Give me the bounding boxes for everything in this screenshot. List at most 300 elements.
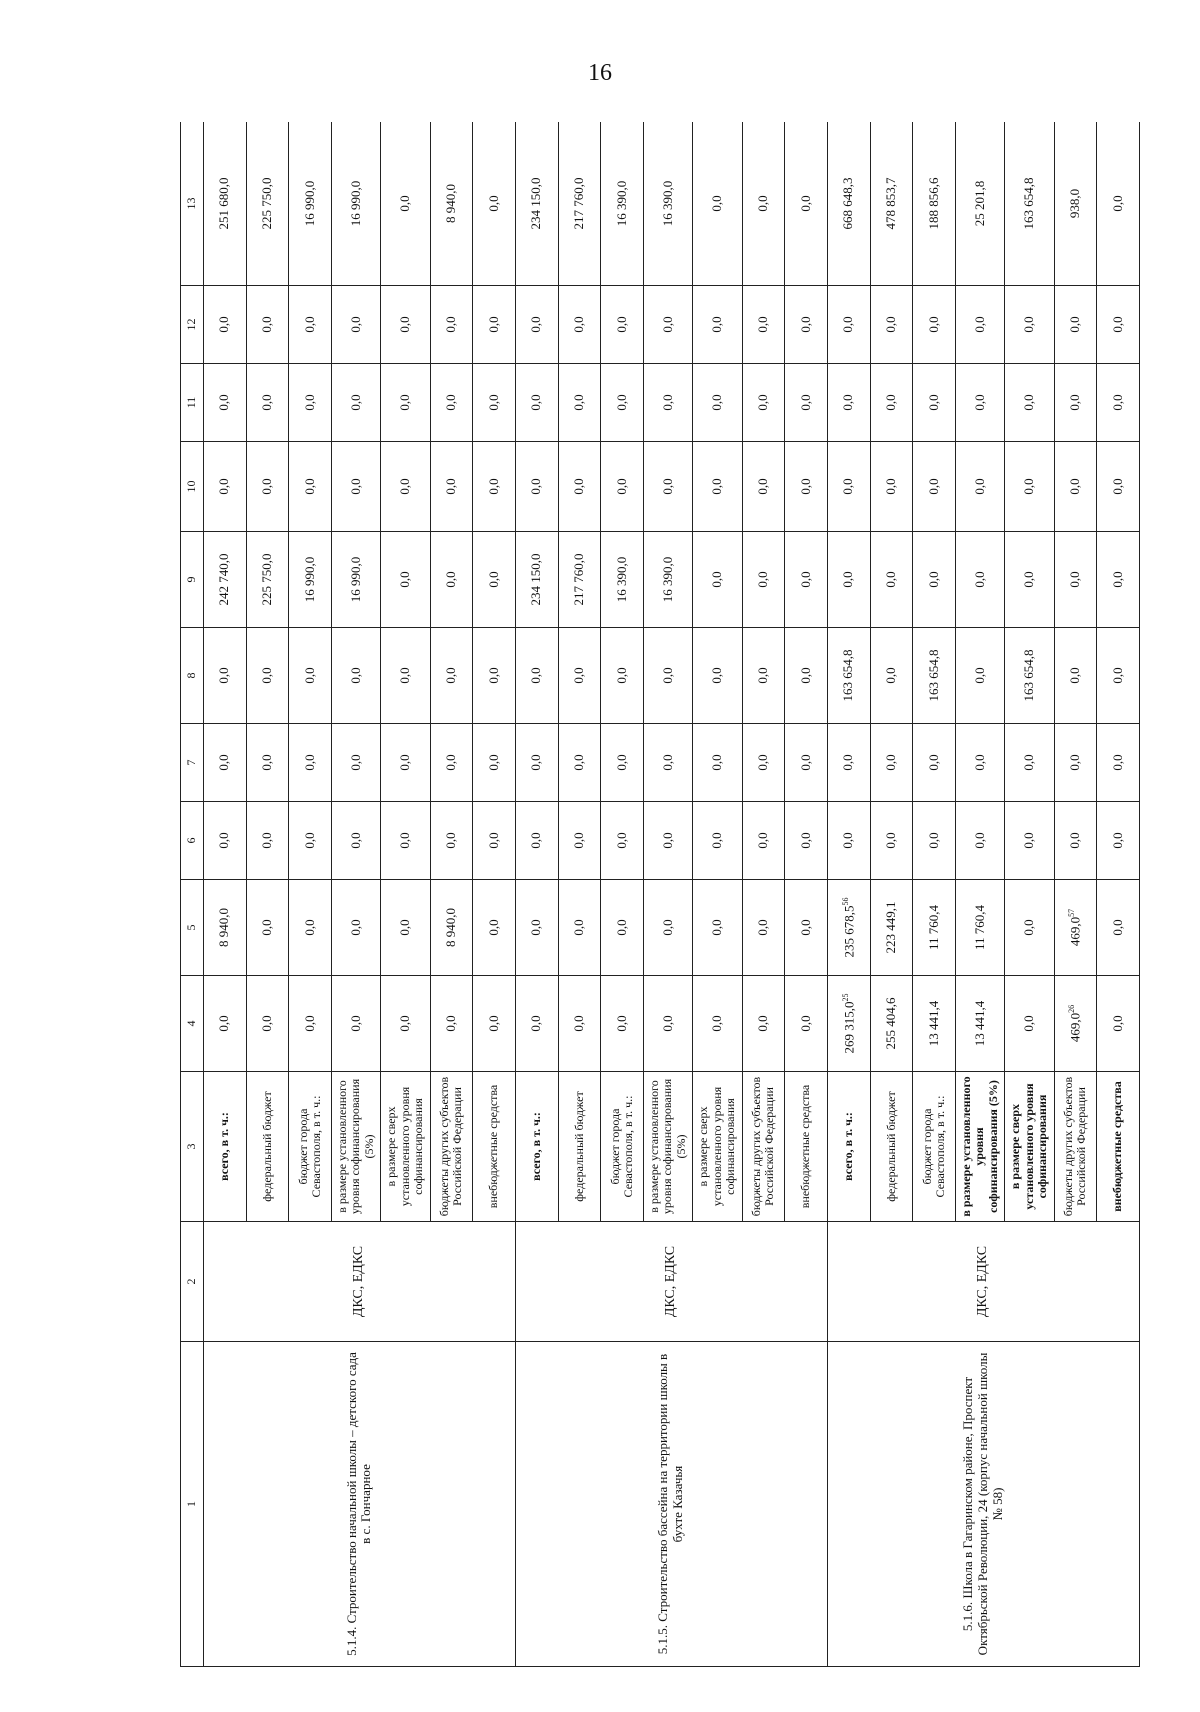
value-text: 0,0 [659,832,675,849]
value-text: 0,0 [1020,919,1036,936]
value-cell-col-7 [331,724,380,802]
value-text: 0,0 [347,316,363,333]
value-text: 0,0 [347,832,363,849]
value-cell-col-9 [870,532,913,628]
value-cell-col-9 [601,532,644,628]
column-header-2: 2 [181,1222,204,1342]
value-cell-col-7 [693,724,742,802]
value-cell-col-11 [1005,364,1054,442]
value-cell-col-10 [870,442,913,532]
value-text: 0,0 [797,316,813,333]
value-cell-col-9 [913,532,956,628]
value-text: 0,0 [570,1015,586,1032]
value-text: 0,0 [882,571,898,588]
funding-source-cell: внебюджетные средства [1097,1072,1140,1222]
value-cell-col-6 [515,802,558,880]
value-cell-col-7 [870,724,913,802]
value-text: 0,0 [485,1015,501,1032]
value-text: 0,0 [971,394,987,411]
value-text: 668 648,3 [840,177,856,230]
value-cell-col-7 [1097,724,1140,802]
value-cell-col-5 [643,880,692,976]
value-text: 0,0 [797,1015,813,1032]
value-cell-col-8 [473,628,516,724]
value-text: 0,0 [216,1015,232,1032]
value-cell-col-11 [742,364,785,442]
value-cell-col-8 [515,628,558,724]
value-cell-col-6 [1005,802,1054,880]
value-cell-col-11 [827,364,870,442]
value-cell-col-4 [558,976,601,1072]
value-cell-col-8 [289,628,332,724]
funding-source-cell: в размере установленного уровня софинансирования (5%) [331,1072,380,1222]
table-row [204,122,247,1667]
executor-cell: ДКС, ЕДКС [827,1222,1139,1342]
value-cell-col-13 [601,122,644,286]
value-cell-col-4 [1054,976,1097,1072]
value-text: 0,0 [708,571,724,588]
table-body [204,122,1140,1667]
value-cell-col-12 [1005,286,1054,364]
value-text: 163 654,8 [840,649,856,702]
value-cell-col-7 [1054,724,1097,802]
value-cell-col-9 [1054,532,1097,628]
value-text: 0,0 [528,754,544,771]
value-cell-col-11 [785,364,828,442]
value-cell-col-5 [246,880,289,976]
value-cell-col-9 [827,532,870,628]
value-cell-col-8 [827,628,870,724]
value-text: 0,0 [528,919,544,936]
value-cell-col-4 [331,976,380,1072]
value-cell-col-5 [558,880,601,976]
value-cell-col-5 [785,880,828,976]
value-cell-col-10 [1054,442,1097,532]
value-text: 255 404,6 [882,997,898,1050]
value-text: 0,0 [258,316,274,333]
value-text: 0,0 [840,832,856,849]
value-cell-col-12 [246,286,289,364]
value-cell-col-8 [955,628,1004,724]
value-cell-col-7 [913,724,956,802]
value-cell-col-8 [1054,628,1097,724]
value-text: 0,0 [258,919,274,936]
value-text: 0,0 [443,316,459,333]
value-text: 13 441,4 [925,1000,941,1047]
value-cell-col-12 [289,286,332,364]
column-header-6: 6 [181,802,204,880]
value-cell-col-7 [785,724,828,802]
value-text: 0,0 [216,394,232,411]
value-cell-col-5 [331,880,380,976]
value-text: 0,0 [216,754,232,771]
value-text: 0,0 [301,1015,317,1032]
value-cell-col-8 [1097,628,1140,724]
value-cell-col-12 [515,286,558,364]
value-text: 0,0 [971,478,987,495]
value-cell-col-6 [1054,802,1097,880]
value-text: 0,0 [708,667,724,684]
value-cell-col-10 [430,442,473,532]
value-cell-col-12 [785,286,828,364]
value-text: 0,0 [882,754,898,771]
value-cell-col-6 [643,802,692,880]
value-cell-col-4 [204,976,247,1072]
funding-source-cell: федеральный бюджет [870,1072,913,1222]
value-cell-col-6 [289,802,332,880]
value-cell-col-10 [742,442,785,532]
value-text: 0,0 [971,316,987,333]
value-cell-col-10 [1005,442,1054,532]
value-text: 16 390,0 [659,556,675,603]
value-text: 0,0 [485,316,501,333]
value-text: 0,0 [570,394,586,411]
value-text: 0,0 [397,667,413,684]
value-cell-col-10 [827,442,870,532]
value-text: 0,0 [882,478,898,495]
value-text: 234 150,0 [528,553,544,606]
value-text: 0,0 [754,1015,770,1032]
value-text: 8 940,0 [443,908,459,947]
value-text: 188 856,6 [925,177,941,230]
value-cell-col-11 [430,364,473,442]
value-cell-col-5 [1005,880,1054,976]
value-cell-col-6 [785,802,828,880]
value-cell-col-8 [742,628,785,724]
value-text: 0,0 [882,832,898,849]
value-text: 16 990,0 [301,180,317,227]
value-text: 0,0 [485,478,501,495]
value-text: 0,0 [1066,832,1082,849]
value-text: 0,0 [613,832,629,849]
value-cell-col-6 [601,802,644,880]
value-text: 0,0 [258,832,274,849]
value-cell-col-13 [693,122,742,286]
value-text: 234 150,0 [528,177,544,230]
value-text: 0,0 [570,832,586,849]
value-cell-col-4 [381,976,430,1072]
value-cell-col-9 [643,532,692,628]
value-text: 0,0 [1109,195,1125,212]
value-cell-col-10 [515,442,558,532]
value-cell-col-6 [473,802,516,880]
value-cell-col-9 [955,532,1004,628]
value-cell-col-13 [955,122,1004,286]
value-cell-col-12 [473,286,516,364]
table-header [181,122,204,1667]
value-text: 0,0 [659,478,675,495]
value-text: 0,0 [216,832,232,849]
value-text: 0,0 [397,195,413,212]
value-text: 0,0 [397,754,413,771]
value-cell-col-11 [955,364,1004,442]
value-text: 0,0 [397,1015,413,1032]
value-cell-col-11 [601,364,644,442]
value-cell-col-10 [558,442,601,532]
funding-source-cell: внебюджетные средства [473,1072,516,1222]
value-cell-col-13 [289,122,332,286]
value-text: 0,0 [1109,1015,1125,1032]
value-cell-col-4 [515,976,558,1072]
value-text: 0,0 [485,394,501,411]
value-text: 0,0 [397,478,413,495]
value-cell-col-5 [742,880,785,976]
value-cell-col-7 [955,724,1004,802]
value-cell-col-9 [289,532,332,628]
value-text: 0,0 [301,316,317,333]
value-text: 0,0 [258,478,274,495]
value-cell-col-13 [204,122,247,286]
funding-source-cell: в размере сверх установленного уровня софинансирования [381,1072,430,1222]
value-text: 0,0 [1109,667,1125,684]
project-name-cell: 5.1.6. Школа в Гагаринском районе, Проспект Октябрьской Революции, 24 (корпус начальной школы № 58) [827,1342,1139,1667]
value-text: 0,0 [347,478,363,495]
value-text: 225 750,0 [258,553,274,606]
value-text: 16 990,0 [347,556,363,603]
value-cell-col-10 [473,442,516,532]
value-text: 0,0 [797,919,813,936]
value-cell-col-13 [1054,122,1097,286]
value-cell-col-12 [204,286,247,364]
value-text: 0,0 [443,754,459,771]
budget-table [180,122,1140,1667]
value-cell-col-7 [246,724,289,802]
value-cell-col-10 [331,442,380,532]
value-text: 0,0 [485,832,501,849]
value-cell-col-8 [204,628,247,724]
value-text: 0,0 [613,316,629,333]
value-cell-col-10 [693,442,742,532]
value-text: 0,0 [659,667,675,684]
funding-source-cell: бюджеты других субъектов Российской Федерации [430,1072,473,1222]
value-text: 0,0 [708,832,724,849]
value-text: 163 654,8 [1020,177,1036,230]
value-cell-col-13 [827,122,870,286]
value-text: 0,0 [754,571,770,588]
value-text: 0,0 [754,195,770,212]
value-cell-col-7 [643,724,692,802]
value-cell-col-9 [515,532,558,628]
value-text: 0,0 [708,478,724,495]
value-text: 0,0 [528,667,544,684]
funding-source-cell: в размере установленного уровня софинансирования (5%) [955,1072,1004,1222]
value-text: 0,0 [528,832,544,849]
value-text: 0,0 [1109,571,1125,588]
value-cell-col-6 [955,802,1004,880]
value-text: 0,0 [397,571,413,588]
value-text: 0,0 [925,571,941,588]
column-header-12: 12 [181,286,204,364]
value-text: 0,0 [840,571,856,588]
value-text: 0,0 [216,667,232,684]
value-text: 0,0 [347,919,363,936]
executor-cell: ДКС, ЕДКС [204,1222,516,1342]
value-text: 0,0 [1020,754,1036,771]
value-cell-col-9 [1097,532,1140,628]
value-cell-col-4 [430,976,473,1072]
value-text: 13 441,4 [971,1000,987,1047]
value-cell-col-8 [1005,628,1054,724]
value-cell-col-13 [473,122,516,286]
value-cell-col-5 [473,880,516,976]
value-text: 0,0 [613,478,629,495]
value-cell-col-10 [913,442,956,532]
value-text: 0,0 [708,754,724,771]
value-text: 0,0 [754,394,770,411]
value-text: 0,0 [797,478,813,495]
value-text: 16 990,0 [347,180,363,227]
value-cell-col-8 [331,628,380,724]
value-cell-col-13 [913,122,956,286]
value-cell-col-9 [693,532,742,628]
value-cell-col-13 [785,122,828,286]
value-text: 0,0 [1020,571,1036,588]
value-text: 0,0 [1020,832,1036,849]
value-cell-col-11 [381,364,430,442]
value-cell-col-13 [331,122,380,286]
footnote-ref: 25 [840,993,850,1002]
value-cell-col-8 [913,628,956,724]
value-text: 0,0 [659,316,675,333]
value-cell-col-6 [693,802,742,880]
value-text: 11 760,4 [925,904,941,951]
value-cell-col-11 [1097,364,1140,442]
value-cell-col-6 [246,802,289,880]
value-cell-col-13 [1005,122,1054,286]
value-text: 269 315,0 [840,1001,856,1054]
value-text: 235 678,5 [840,905,856,958]
value-text: 0,0 [443,394,459,411]
column-header-10: 10 [181,442,204,532]
value-text: 0,0 [659,754,675,771]
value-cell-col-5 [289,880,332,976]
value-text: 469,0 [1067,916,1083,947]
value-text: 0,0 [1109,754,1125,771]
value-text: 0,0 [925,832,941,849]
value-text: 0,0 [1066,571,1082,588]
value-text: 0,0 [1109,919,1125,936]
value-cell-col-10 [955,442,1004,532]
value-cell-col-6 [558,802,601,880]
value-cell-col-7 [473,724,516,802]
value-text: 0,0 [1066,667,1082,684]
value-cell-col-8 [558,628,601,724]
value-cell-col-13 [643,122,692,286]
value-cell-col-6 [430,802,473,880]
value-cell-col-12 [870,286,913,364]
footnote-ref: 57 [1067,908,1077,917]
value-cell-col-8 [643,628,692,724]
value-cell-col-6 [827,802,870,880]
value-text: 0,0 [659,919,675,936]
funding-source-cell: федеральный бюджет [558,1072,601,1222]
value-cell-col-8 [785,628,828,724]
value-text: 0,0 [1020,394,1036,411]
value-cell-col-12 [955,286,1004,364]
value-cell-col-4 [913,976,956,1072]
value-text: 0,0 [528,1015,544,1032]
value-cell-col-10 [289,442,332,532]
value-text: 0,0 [754,754,770,771]
value-text: 225 750,0 [258,177,274,230]
column-number-row [181,122,204,1667]
value-text: 0,0 [528,394,544,411]
value-text: 0,0 [708,316,724,333]
column-header-13: 13 [181,122,204,286]
value-cell-col-10 [246,442,289,532]
value-text: 0,0 [797,667,813,684]
value-text: 0,0 [1066,394,1082,411]
value-cell-col-8 [870,628,913,724]
value-cell-col-7 [430,724,473,802]
value-cell-col-5 [601,880,644,976]
table-row [515,122,558,1667]
value-text: 0,0 [613,394,629,411]
value-text: 0,0 [882,316,898,333]
value-text: 0,0 [397,316,413,333]
value-text: 0,0 [882,394,898,411]
value-text: 938,0 [1066,188,1082,219]
value-text: 0,0 [347,754,363,771]
value-text: 0,0 [613,754,629,771]
value-text: 0,0 [840,478,856,495]
funding-source-cell: бюджет города Севастополя, в т. ч.: [601,1072,644,1222]
value-cell-col-6 [204,802,247,880]
value-cell-col-12 [742,286,785,364]
value-text: 16 390,0 [613,556,629,603]
page-number: 16 [588,60,612,86]
value-cell-col-5 [955,880,1004,976]
value-cell-col-12 [827,286,870,364]
value-cell-col-9 [204,532,247,628]
value-text: 478 853,7 [882,177,898,230]
funding-source-cell: внебюджетные средства [785,1072,828,1222]
value-cell-col-8 [246,628,289,724]
value-cell-col-9 [381,532,430,628]
value-cell-col-12 [381,286,430,364]
value-cell-col-9 [558,532,601,628]
value-text: 11 760,4 [971,904,987,951]
value-cell-col-9 [246,532,289,628]
value-text: 0,0 [570,754,586,771]
value-cell-col-13 [558,122,601,286]
value-text: 217 760,0 [570,177,586,230]
value-cell-col-9 [785,532,828,628]
value-cell-col-6 [742,802,785,880]
value-text: 0,0 [925,754,941,771]
value-cell-col-13 [246,122,289,286]
value-cell-col-11 [1054,364,1097,442]
value-text: 0,0 [882,667,898,684]
value-text: 0,0 [258,1015,274,1032]
value-text: 0,0 [971,754,987,771]
value-text: 0,0 [1066,478,1082,495]
table-row [827,122,870,1667]
value-cell-col-4 [643,976,692,1072]
value-text: 0,0 [659,1015,675,1032]
value-text: 0,0 [613,667,629,684]
value-cell-col-11 [473,364,516,442]
value-cell-col-5 [693,880,742,976]
value-text: 0,0 [1109,832,1125,849]
value-text: 0,0 [708,1015,724,1032]
funding-source-cell: бюджет города Севастополя, в т. ч.: [913,1072,956,1222]
value-text: 0,0 [797,754,813,771]
value-text: 0,0 [1109,394,1125,411]
value-cell-col-8 [693,628,742,724]
value-cell-col-10 [643,442,692,532]
value-text: 0,0 [1109,478,1125,495]
